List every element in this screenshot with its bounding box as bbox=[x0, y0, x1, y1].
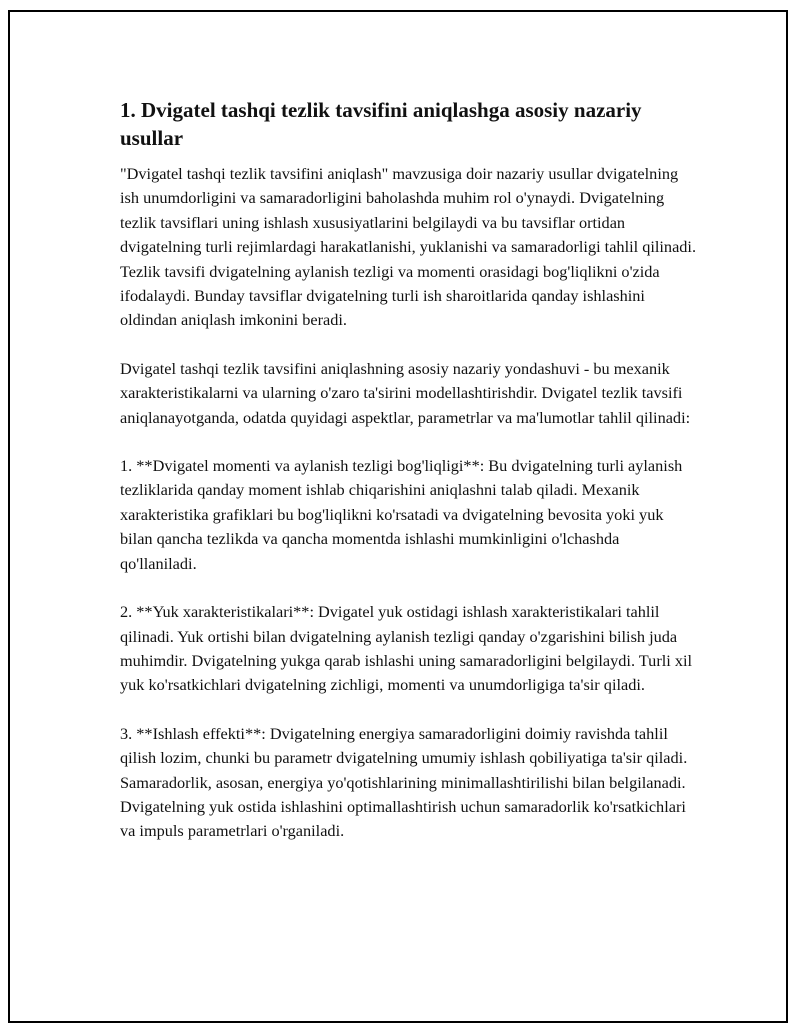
document-page bbox=[8, 10, 788, 1023]
paragraph-point-1: 1. **Dvigatel momenti va aylanish tezligi bog'liqligi**: Bu dvigatelning turli aylanish tezliklarida qanday moment ishlab chiqarishini aniqlashni talab qiladi. Mexanik xarakteristika grafiklari bu bog'liqlikni ko'rsatadi va dvigatelning bevosita yoki yuk bilan qancha tezlikda va qancha momentda ishlashi mumkinligini o'lchashda qo'llaniladi. bbox=[120, 456, 683, 573]
paragraph-approach: Dvigatel tashqi tezlik tavsifini aniqlashning asosiy nazariy yondashuvi - bu mexanik xarakteristikalarni va ularning o'zaro ta'sirini modellashtirishdir. Dvigatel tezlik tavsifi aniqlanayotganda, odatda quyidagi aspektlar, parametrlar va ma'lumotlar tahlil qilinadi: bbox=[120, 358, 691, 427]
paragraph-point-2: 2. **Yuk xarakteristikalari**: Dvigatel yuk ostidagi ishlash xarakteristikalari tahlil qilinadi. Yuk ortishi bilan dvigatelning aylanish tezligi qanday o'zgarishini bilish juda muhimdir. Dvigatelning yukga qarab ishlashi uning samaradorligini belgilaydi. Turli xil yuk ko'rsatkichlari dvigatelning zichligi, momenti va unumdorligiga ta'sir qiladi. bbox=[120, 602, 693, 695]
document-body bbox=[120, 96, 700, 868]
paragraph-intro: "Dvigatel tashqi tezlik tavsifini aniqlash" mavzusiga doir nazariy usullar dvigatelning ish unumdorligini va samaradorligini baholashda muhim rol o'ynaydi. Dvigatelning tezlik tavsiflari uning ishlash xususiyatlarini belgilaydi va bu tavsiflar ortidan dvigatelning turli rejimlardagi harakatlanishi, yuklanishi va samaradorligi tahlil qilinadi. Tezlik tavsifi dvigatelning aylanish tezligi va momenti orasidagi bog'liqlikni o'zida ifodalaydi. Bunday tavsiflar dvigatelning turli ish sharoitlarida qanday ishlashini oldindan aniqlash imkonini beradi. bbox=[120, 164, 697, 330]
section-heading: 1. Dvigatel tashqi tezlik tavsifini aniqlashga asosiy nazariy usullar bbox=[120, 98, 642, 150]
paragraph-point-3: 3. **Ishlash effekti**: Dvigatelning energiya samaradorligini doimiy ravishda tahlil qilish lozim, chunki bu parametr dvigatelning umumiy ishlash qobiliyatiga ta'sir qiladi. Samaradorlik, asosan, energiya yo'qotishlarining minimallashtirilishi bilan belgilanadi. Dvigatelning yuk ostida ishlashini optimallashtirish uchun samaradorlik ko'rsatkichlari va impuls parametrlari o'rganiladi. bbox=[120, 723, 688, 841]
